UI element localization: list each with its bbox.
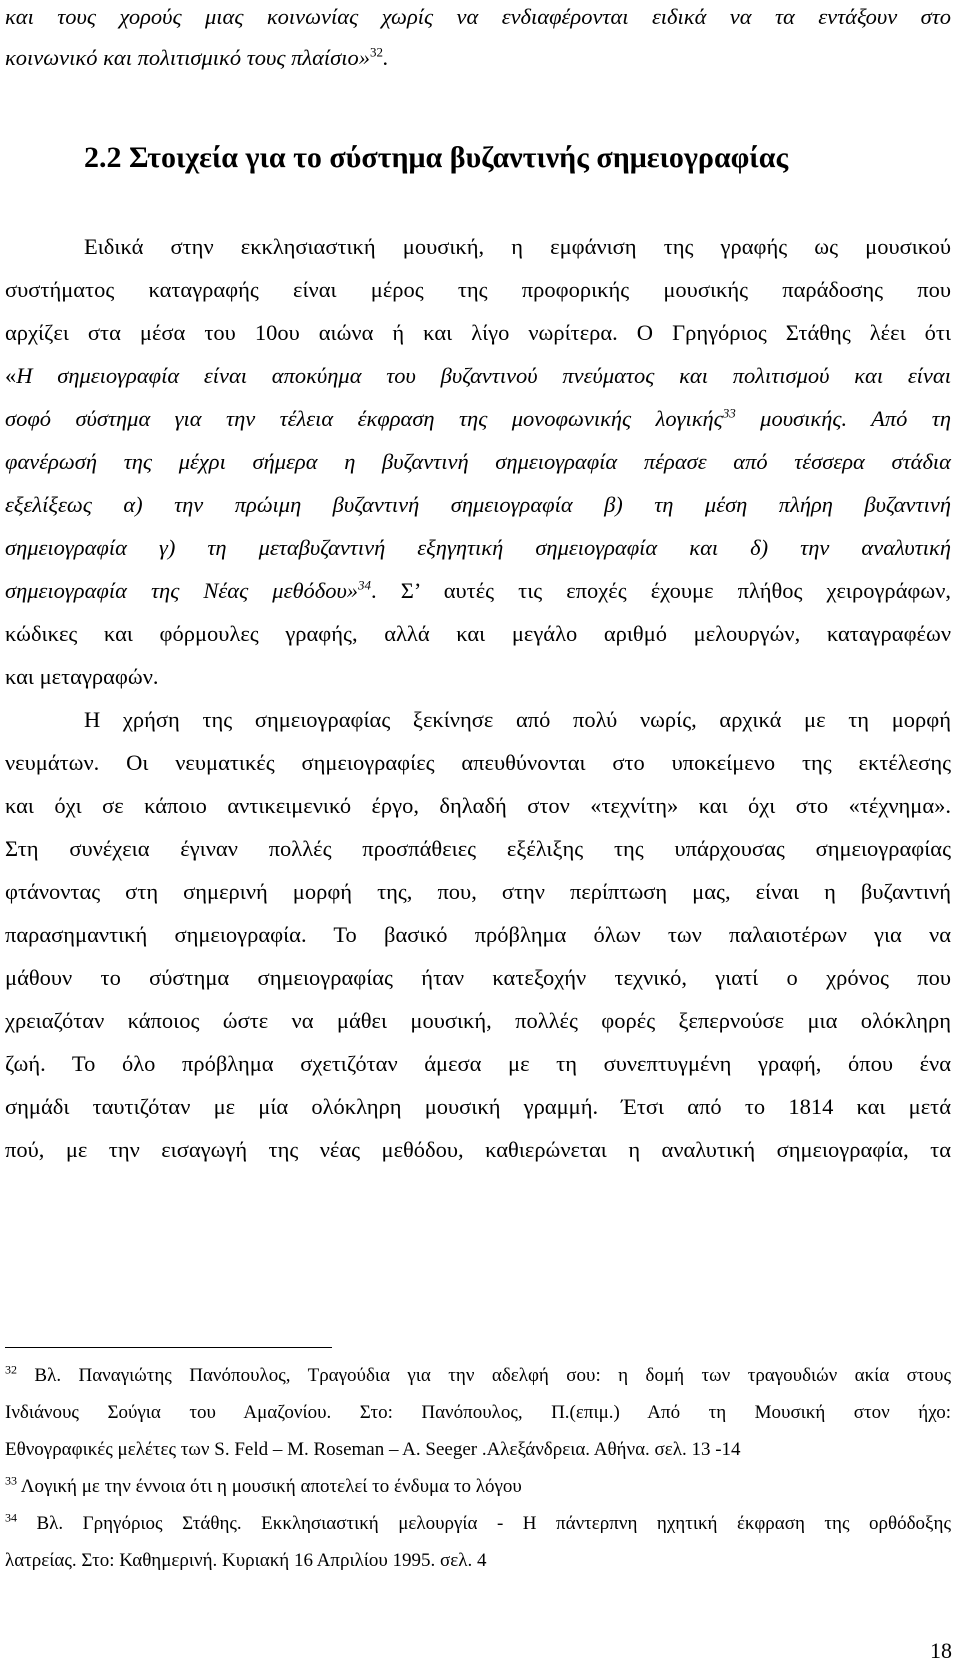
body-line: σημάδι ταυτιζόταν με μία ολόκληρη μουσική γραμμή. Έτσι από το 1814 και μετά	[5, 1094, 951, 1119]
footnote-separator	[5, 1347, 332, 1348]
body-line: μάθουν το σύστημα σημειογραφίας ήταν κατεξοχήν τεχνικό, γιατί ο χρόνος που	[5, 965, 951, 990]
body-line: παρασημαντική σημειογραφία. Το βασικό πρόβλημα όλων των παλαιοτέρων για να	[5, 922, 951, 947]
quote-text: σοφό σύστημα για την τέλεια έκφραση της μονοφωνικής λογικής	[5, 406, 723, 431]
body-line: Ειδικά στην εκκλησιαστική μουσική, η εμφάνιση της γραφής ως μουσικού	[84, 234, 951, 259]
body-line: εξελίξεως α) την πρώιμη βυζαντινή σημειογραφία β) τη μέση πλήρη βυζαντινή	[5, 492, 951, 517]
body-line: Η χρήση της σημειογραφίας ξεκίνησε από πολύ νωρίς, αρχικά με τη μορφή	[84, 707, 951, 732]
body-line: χρειαζόταν κάποιος ώστε να μάθει μουσική, πολλές φορές ξεπερνούσε μια ολόκληρη	[5, 1008, 951, 1033]
quote-text: Η σημειογραφία είναι αποκύημα του βυζαντινού πνεύματος και πολιτισμού και είναι	[16, 363, 951, 388]
body-line: σημειογραφία γ) τη μεταβυζαντινή εξηγητική σημειογραφία και δ) την αναλυτική	[5, 535, 951, 560]
body-line: φτάνοντας στη σημερινή μορφή της, που, στην περίπτωση μας, είναι η βυζαντινή	[5, 879, 951, 904]
footnote-text: Βλ. Γρηγόριος Στάθης. Εκκλησιαστική μελουργία - Η πάντερπνη ηχητική έκφραση της ορθόδοξης	[17, 1513, 951, 1534]
footnote-ref: 32	[370, 44, 384, 60]
quote-text: μουσικής. Από τη	[735, 406, 951, 431]
body-line	[5, 404, 951, 434]
footnote-line: Ινδιάνους Σούγια του Αμαζονίου. Στο: Πανόπουλος, Π.(επιμ.) Από τη Μουσική στον ήχο:	[5, 1402, 951, 1423]
body-line: και τους χορούς μιας κοινωνίας χωρίς να ενδιαφέρονται ειδικά να τα εντάξουν στο	[5, 4, 951, 29]
text-span: .	[383, 45, 389, 70]
quote-text: σημειογραφία της Νέας μεθόδου»	[5, 578, 359, 603]
text-span: κοινωνικό και πολιτισμικό τους πλαίσιο»	[5, 45, 371, 70]
body-line: και μεταγραφών.	[5, 664, 159, 689]
page-number: 18	[930, 1638, 952, 1663]
footnote-number: 34	[5, 1510, 17, 1525]
body-line	[5, 361, 951, 391]
body-line: νευμάτων. Οι νευματικές σημειογραφίες απευθύνονται στο υποκείμενο της εκτέλεσης	[5, 750, 951, 775]
quote-mark: «	[5, 363, 17, 388]
body-line: και όχι σε κάποιο αντικειμενικό έργο, δηλαδή στον «τεχνίτη» και όχι στο «τέχνημα».	[5, 793, 951, 818]
footnote-text: Λογική με την έννοια ότι η μουσική αποτελεί το ένδυμα το λόγου	[17, 1476, 522, 1497]
body-line: συστήματος καταγραφής είναι μέρος της προφορικής μουσικής παράδοσης που	[5, 277, 951, 302]
footnote-line	[5, 1474, 951, 1500]
body-line: κώδικες και φόρμουλες γραφής, αλλά και μεγάλο αριθμό μελουργών, καταγραφέων	[5, 621, 951, 646]
body-line: αρχίζει στα μέσα του 10ου αιώνα ή και λίγο νωρίτερα. Ο Γρηγόριος Στάθης λέει ότι	[5, 320, 951, 345]
footnote-number: 32	[5, 1362, 17, 1377]
footnote-line: Εθνογραφικές μελέτες των S. Feld – M. Roseman – A. Seeger .Αλεξάνδρεια. Αθήνα. σελ. 13 -14	[5, 1439, 741, 1460]
footnote-number: 33	[5, 1473, 17, 1488]
body-line: Στη συνέχεια έγιναν πολλές προσπάθειες εξέλιξης της υπάρχουσας σημειογραφίας	[5, 836, 951, 861]
footnote-line	[5, 1511, 951, 1537]
footnote-line: λατρείας. Στο: Καθημερινή. Κυριακή 16 Απριλίου 1995. σελ. 4	[5, 1550, 487, 1571]
section-heading: 2.2 Στοιχεία για το σύστημα βυζαντινής σημειογραφίας	[84, 141, 789, 174]
body-line: πού, με την εισαγωγή της νέας μεθόδου, καθιερώνεται η αναλυτική σημειογραφία, τα	[5, 1137, 951, 1162]
footnote-ref: 34	[358, 577, 372, 593]
body-line	[5, 43, 951, 73]
body-line	[5, 576, 951, 606]
footnote-line	[5, 1363, 951, 1389]
footnote-ref: 33	[722, 405, 736, 421]
text-span: . Σ’ αυτές τις εποχές έχουμε πλήθος χειρογράφων,	[371, 578, 951, 603]
body-line: ζωή. Το όλο πρόβλημα σχετιζόταν άμεσα με τη συνεπτυγμένη γραφή, όπου ένα	[5, 1051, 951, 1076]
body-line: φανέρωσή της μέχρι σήμερα η βυζαντινή σημειογραφία πέρασε από τέσσερα στάδια	[5, 449, 951, 474]
footnote-text: Βλ. Παναγιώτης Πανόπουλος, Τραγούδια για την αδελφή σου: η δομή των τραγουδιών ακία στους	[17, 1365, 951, 1386]
